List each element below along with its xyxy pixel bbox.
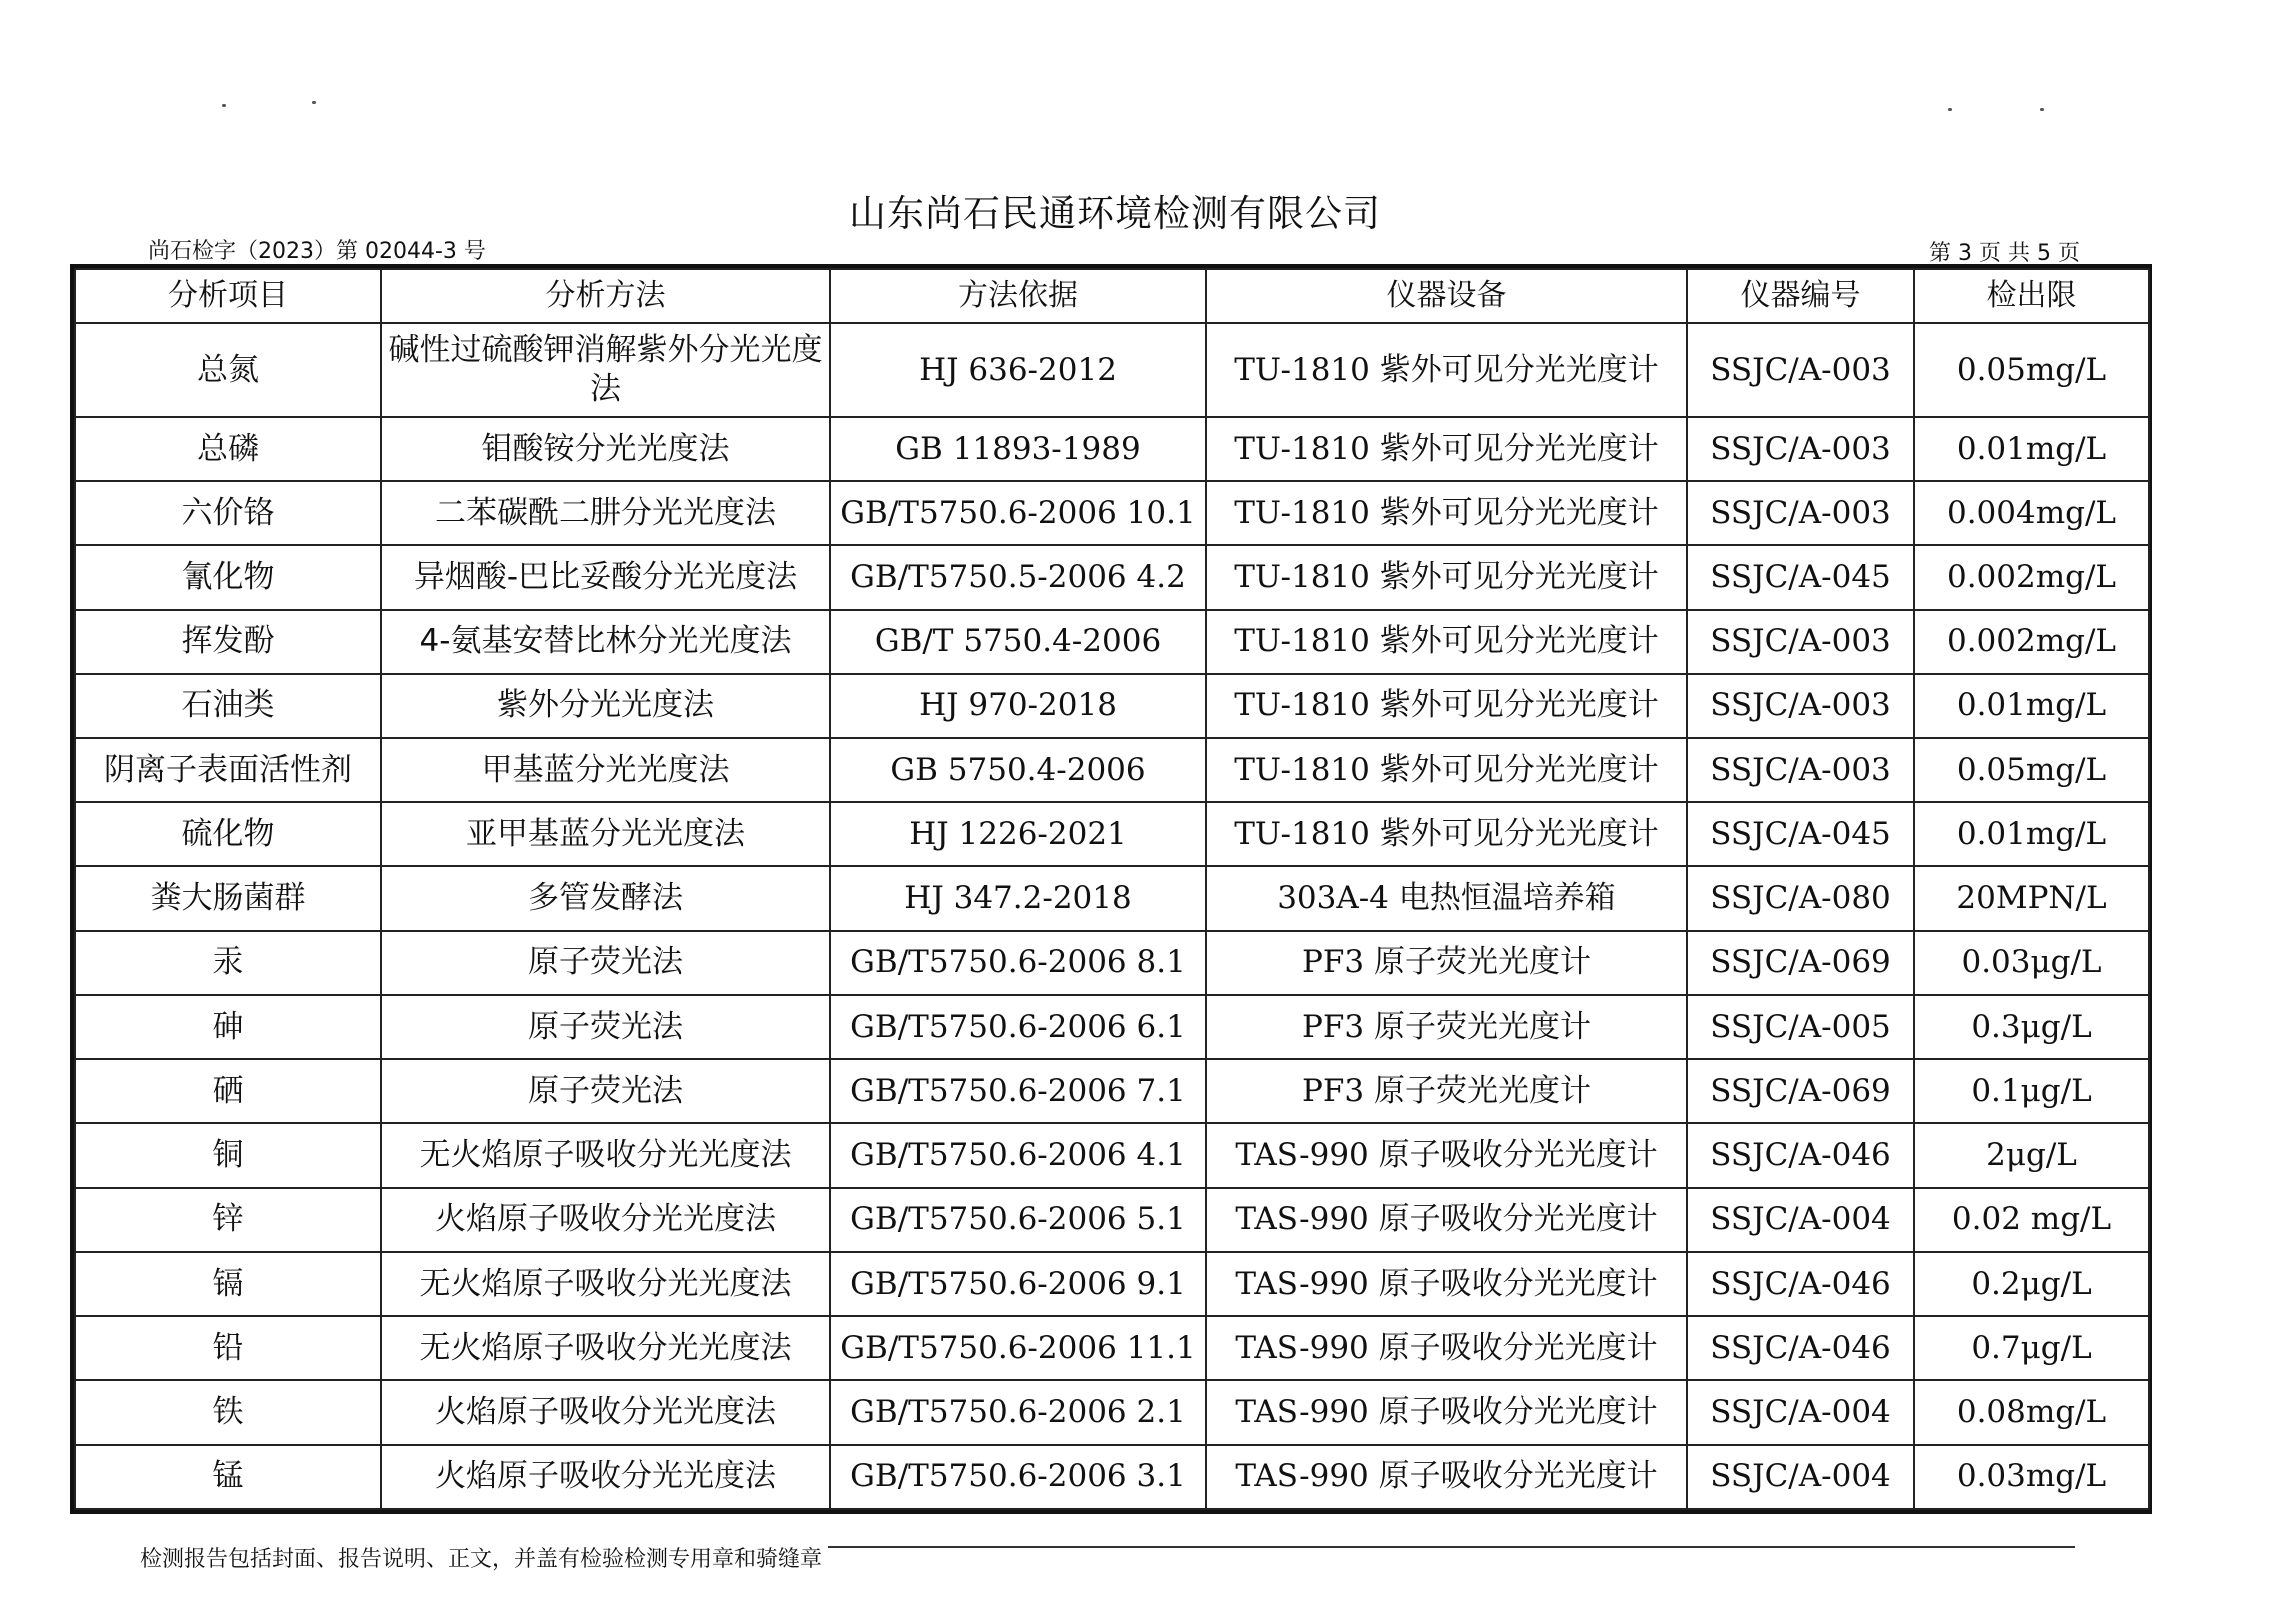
cell-instrument: TAS-990 原子吸收分光光度计 <box>1206 1380 1687 1444</box>
cell-instrument-id: SSJC/A-003 <box>1687 323 1914 417</box>
table-row <box>75 1316 2149 1380</box>
cell-item: 硒 <box>75 1059 381 1123</box>
cell-detection-limit: 0.004mg/L <box>1914 481 2149 545</box>
cell-detection-limit: 0.01mg/L <box>1914 802 2149 866</box>
cell-instrument-id: SSJC/A-046 <box>1687 1252 1914 1316</box>
cell-item: 粪大肠菌群 <box>75 866 381 930</box>
header-detection-limit: 检出限 <box>1914 269 2149 323</box>
table-row <box>75 866 2149 930</box>
cell-method: 原子荧光法 <box>381 1059 830 1123</box>
table-row <box>75 481 2149 545</box>
table-row <box>75 545 2149 609</box>
header-instrument-id: 仪器编号 <box>1687 269 1914 323</box>
table-header-row <box>75 269 2149 323</box>
cell-method: 原子荧光法 <box>381 931 830 995</box>
cell-method: 碱性过硫酸钾消解紫外分光光度法 <box>381 323 830 417</box>
scan-speck <box>1948 108 1952 111</box>
cell-basis: GB/T5750.6-2006 9.1 <box>830 1252 1206 1316</box>
cell-instrument-id: SSJC/A-046 <box>1687 1123 1914 1187</box>
cell-method: 火焰原子吸收分光光度法 <box>381 1445 830 1509</box>
cell-instrument: TU-1810 紫外可见分光光度计 <box>1206 674 1687 738</box>
table-row <box>75 610 2149 674</box>
cell-instrument: TU-1810 紫外可见分光光度计 <box>1206 545 1687 609</box>
cell-method: 甲基蓝分光光度法 <box>381 738 830 802</box>
cell-detection-limit: 0.01mg/L <box>1914 674 2149 738</box>
cell-item: 总氮 <box>75 323 381 417</box>
cell-detection-limit: 0.03mg/L <box>1914 1445 2149 1509</box>
table-row <box>75 995 2149 1059</box>
table-row <box>75 1445 2149 1509</box>
table-row <box>75 1188 2149 1252</box>
cell-instrument-id: SSJC/A-004 <box>1687 1445 1914 1509</box>
cell-basis: HJ 636-2012 <box>830 323 1206 417</box>
cell-item: 铅 <box>75 1316 381 1380</box>
header-instrument: 仪器设备 <box>1206 269 1687 323</box>
report-number: 尚石检字（2023）第 02044-3 号 <box>148 239 486 264</box>
cell-instrument: TU-1810 紫外可见分光光度计 <box>1206 802 1687 866</box>
table-row <box>75 802 2149 866</box>
cell-basis: GB/T5750.5-2006 4.2 <box>830 545 1206 609</box>
cell-instrument: PF3 原子荧光光度计 <box>1206 931 1687 995</box>
cell-instrument: PF3 原子荧光光度计 <box>1206 995 1687 1059</box>
cell-item: 总磷 <box>75 417 381 481</box>
cell-detection-limit: 0.05mg/L <box>1914 323 2149 417</box>
cell-item: 锌 <box>75 1188 381 1252</box>
table-row <box>75 1059 2149 1123</box>
cell-instrument-id: SSJC/A-045 <box>1687 545 1914 609</box>
cell-instrument-id: SSJC/A-080 <box>1687 866 1914 930</box>
table-row <box>75 323 2149 417</box>
cell-method: 火焰原子吸收分光光度法 <box>381 1188 830 1252</box>
cell-instrument-id: SSJC/A-003 <box>1687 481 1914 545</box>
cell-method: 亚甲基蓝分光光度法 <box>381 802 830 866</box>
cell-instrument-id: SSJC/A-069 <box>1687 1059 1914 1123</box>
cell-instrument: TU-1810 紫外可见分光光度计 <box>1206 417 1687 481</box>
cell-detection-limit: 0.3μg/L <box>1914 995 2149 1059</box>
cell-method: 火焰原子吸收分光光度法 <box>381 1380 830 1444</box>
cell-detection-limit: 0.1μg/L <box>1914 1059 2149 1123</box>
cell-instrument: TU-1810 紫外可见分光光度计 <box>1206 738 1687 802</box>
table-row <box>75 417 2149 481</box>
header-item: 分析项目 <box>75 269 381 323</box>
cell-basis: GB/T5750.6-2006 5.1 <box>830 1188 1206 1252</box>
cell-item: 铜 <box>75 1123 381 1187</box>
cell-basis: GB/T5750.6-2006 3.1 <box>830 1445 1206 1509</box>
cell-method: 钼酸铵分光光度法 <box>381 417 830 481</box>
table-row <box>75 931 2149 995</box>
cell-detection-limit: 0.08mg/L <box>1914 1380 2149 1444</box>
cell-instrument-id: SSJC/A-004 <box>1687 1188 1914 1252</box>
cell-basis: HJ 1226-2021 <box>830 802 1206 866</box>
cell-basis: GB/T5750.6-2006 4.1 <box>830 1123 1206 1187</box>
cell-instrument-id: SSJC/A-004 <box>1687 1380 1914 1444</box>
cell-item: 汞 <box>75 931 381 995</box>
cell-instrument-id: SSJC/A-003 <box>1687 738 1914 802</box>
cell-basis: HJ 970-2018 <box>830 674 1206 738</box>
cell-basis: GB/T5750.6-2006 8.1 <box>830 931 1206 995</box>
cell-instrument-id: SSJC/A-069 <box>1687 931 1914 995</box>
cell-instrument: TU-1810 紫外可见分光光度计 <box>1206 323 1687 417</box>
cell-detection-limit: 0.002mg/L <box>1914 545 2149 609</box>
table-row <box>75 1123 2149 1187</box>
cell-detection-limit: 20MPN/L <box>1914 866 2149 930</box>
cell-method: 无火焰原子吸收分光光度法 <box>381 1123 830 1187</box>
cell-basis: GB/T5750.6-2006 10.1 <box>830 481 1206 545</box>
scan-speck <box>312 101 316 104</box>
cell-method: 紫外分光光度法 <box>381 674 830 738</box>
cell-item: 六价铬 <box>75 481 381 545</box>
cell-instrument: TAS-990 原子吸收分光光度计 <box>1206 1252 1687 1316</box>
header-method: 分析方法 <box>381 269 830 323</box>
cell-basis: GB 11893-1989 <box>830 417 1206 481</box>
cell-item: 砷 <box>75 995 381 1059</box>
cell-instrument-id: SSJC/A-003 <box>1687 674 1914 738</box>
scan-speck <box>2040 108 2044 111</box>
cell-instrument: TAS-990 原子吸收分光光度计 <box>1206 1445 1687 1509</box>
cell-instrument: PF3 原子荧光光度计 <box>1206 1059 1687 1123</box>
cell-detection-limit: 0.002mg/L <box>1914 610 2149 674</box>
cell-basis: GB/T5750.6-2006 2.1 <box>830 1380 1206 1444</box>
cell-instrument-id: SSJC/A-003 <box>1687 417 1914 481</box>
cell-method: 无火焰原子吸收分光光度法 <box>381 1252 830 1316</box>
cell-detection-limit: 0.05mg/L <box>1914 738 2149 802</box>
cell-basis: GB/T 5750.4-2006 <box>830 610 1206 674</box>
method-table-frame <box>70 264 2152 1514</box>
cell-basis: HJ 347.2-2018 <box>830 866 1206 930</box>
cell-detection-limit: 0.01mg/L <box>1914 417 2149 481</box>
cell-item: 铁 <box>75 1380 381 1444</box>
cell-basis: GB/T5750.6-2006 11.1 <box>830 1316 1206 1380</box>
table-row <box>75 1380 2149 1444</box>
table-row <box>75 1252 2149 1316</box>
cell-basis: GB/T5750.6-2006 6.1 <box>830 995 1206 1059</box>
cell-item: 阴离子表面活性剂 <box>75 738 381 802</box>
cell-item: 挥发酚 <box>75 610 381 674</box>
cell-detection-limit: 0.02 mg/L <box>1914 1188 2149 1252</box>
cell-instrument: TAS-990 原子吸收分光光度计 <box>1206 1123 1687 1187</box>
cell-method: 原子荧光法 <box>381 995 830 1059</box>
cell-item: 镉 <box>75 1252 381 1316</box>
cell-detection-limit: 2μg/L <box>1914 1123 2149 1187</box>
cell-method: 4-氨基安替比林分光光度法 <box>381 610 830 674</box>
cell-detection-limit: 0.7μg/L <box>1914 1316 2149 1380</box>
cell-instrument-id: SSJC/A-046 <box>1687 1316 1914 1380</box>
cell-basis: GB 5750.4-2006 <box>830 738 1206 802</box>
cell-instrument-id: SSJC/A-005 <box>1687 995 1914 1059</box>
cell-instrument: TAS-990 原子吸收分光光度计 <box>1206 1188 1687 1252</box>
cell-detection-limit: 0.2μg/L <box>1914 1252 2149 1316</box>
cell-instrument: TU-1810 紫外可见分光光度计 <box>1206 610 1687 674</box>
cell-item: 硫化物 <box>75 802 381 866</box>
cell-item: 石油类 <box>75 674 381 738</box>
company-title: 山东尚石民通环境检测有限公司 <box>849 192 1381 235</box>
table-row <box>75 738 2149 802</box>
table-row <box>75 674 2149 738</box>
cell-item: 锰 <box>75 1445 381 1509</box>
cell-detection-limit: 0.03μg/L <box>1914 931 2149 995</box>
header-basis: 方法依据 <box>830 269 1206 323</box>
cell-method: 异烟酸-巴比妥酸分光光度法 <box>381 545 830 609</box>
cell-item: 氰化物 <box>75 545 381 609</box>
page-info: 第 3 页 共 5 页 <box>1929 241 2080 266</box>
cell-method: 无火焰原子吸收分光光度法 <box>381 1316 830 1380</box>
method-table <box>74 268 2150 1510</box>
cell-basis: GB/T5750.6-2006 7.1 <box>830 1059 1206 1123</box>
cell-method: 多管发酵法 <box>381 866 830 930</box>
scan-speck <box>222 104 226 107</box>
cell-instrument: TU-1810 紫外可见分光光度计 <box>1206 481 1687 545</box>
cell-instrument: 303A-4 电热恒温培养箱 <box>1206 866 1687 930</box>
cell-instrument-id: SSJC/A-003 <box>1687 610 1914 674</box>
cell-instrument: TAS-990 原子吸收分光光度计 <box>1206 1316 1687 1380</box>
cell-method: 二苯碳酰二肼分光光度法 <box>381 481 830 545</box>
cell-instrument-id: SSJC/A-045 <box>1687 802 1914 866</box>
footer-note: 检测报告包括封面、报告说明、正文，并盖有检验检测专用章和骑缝章 <box>140 1542 828 1573</box>
